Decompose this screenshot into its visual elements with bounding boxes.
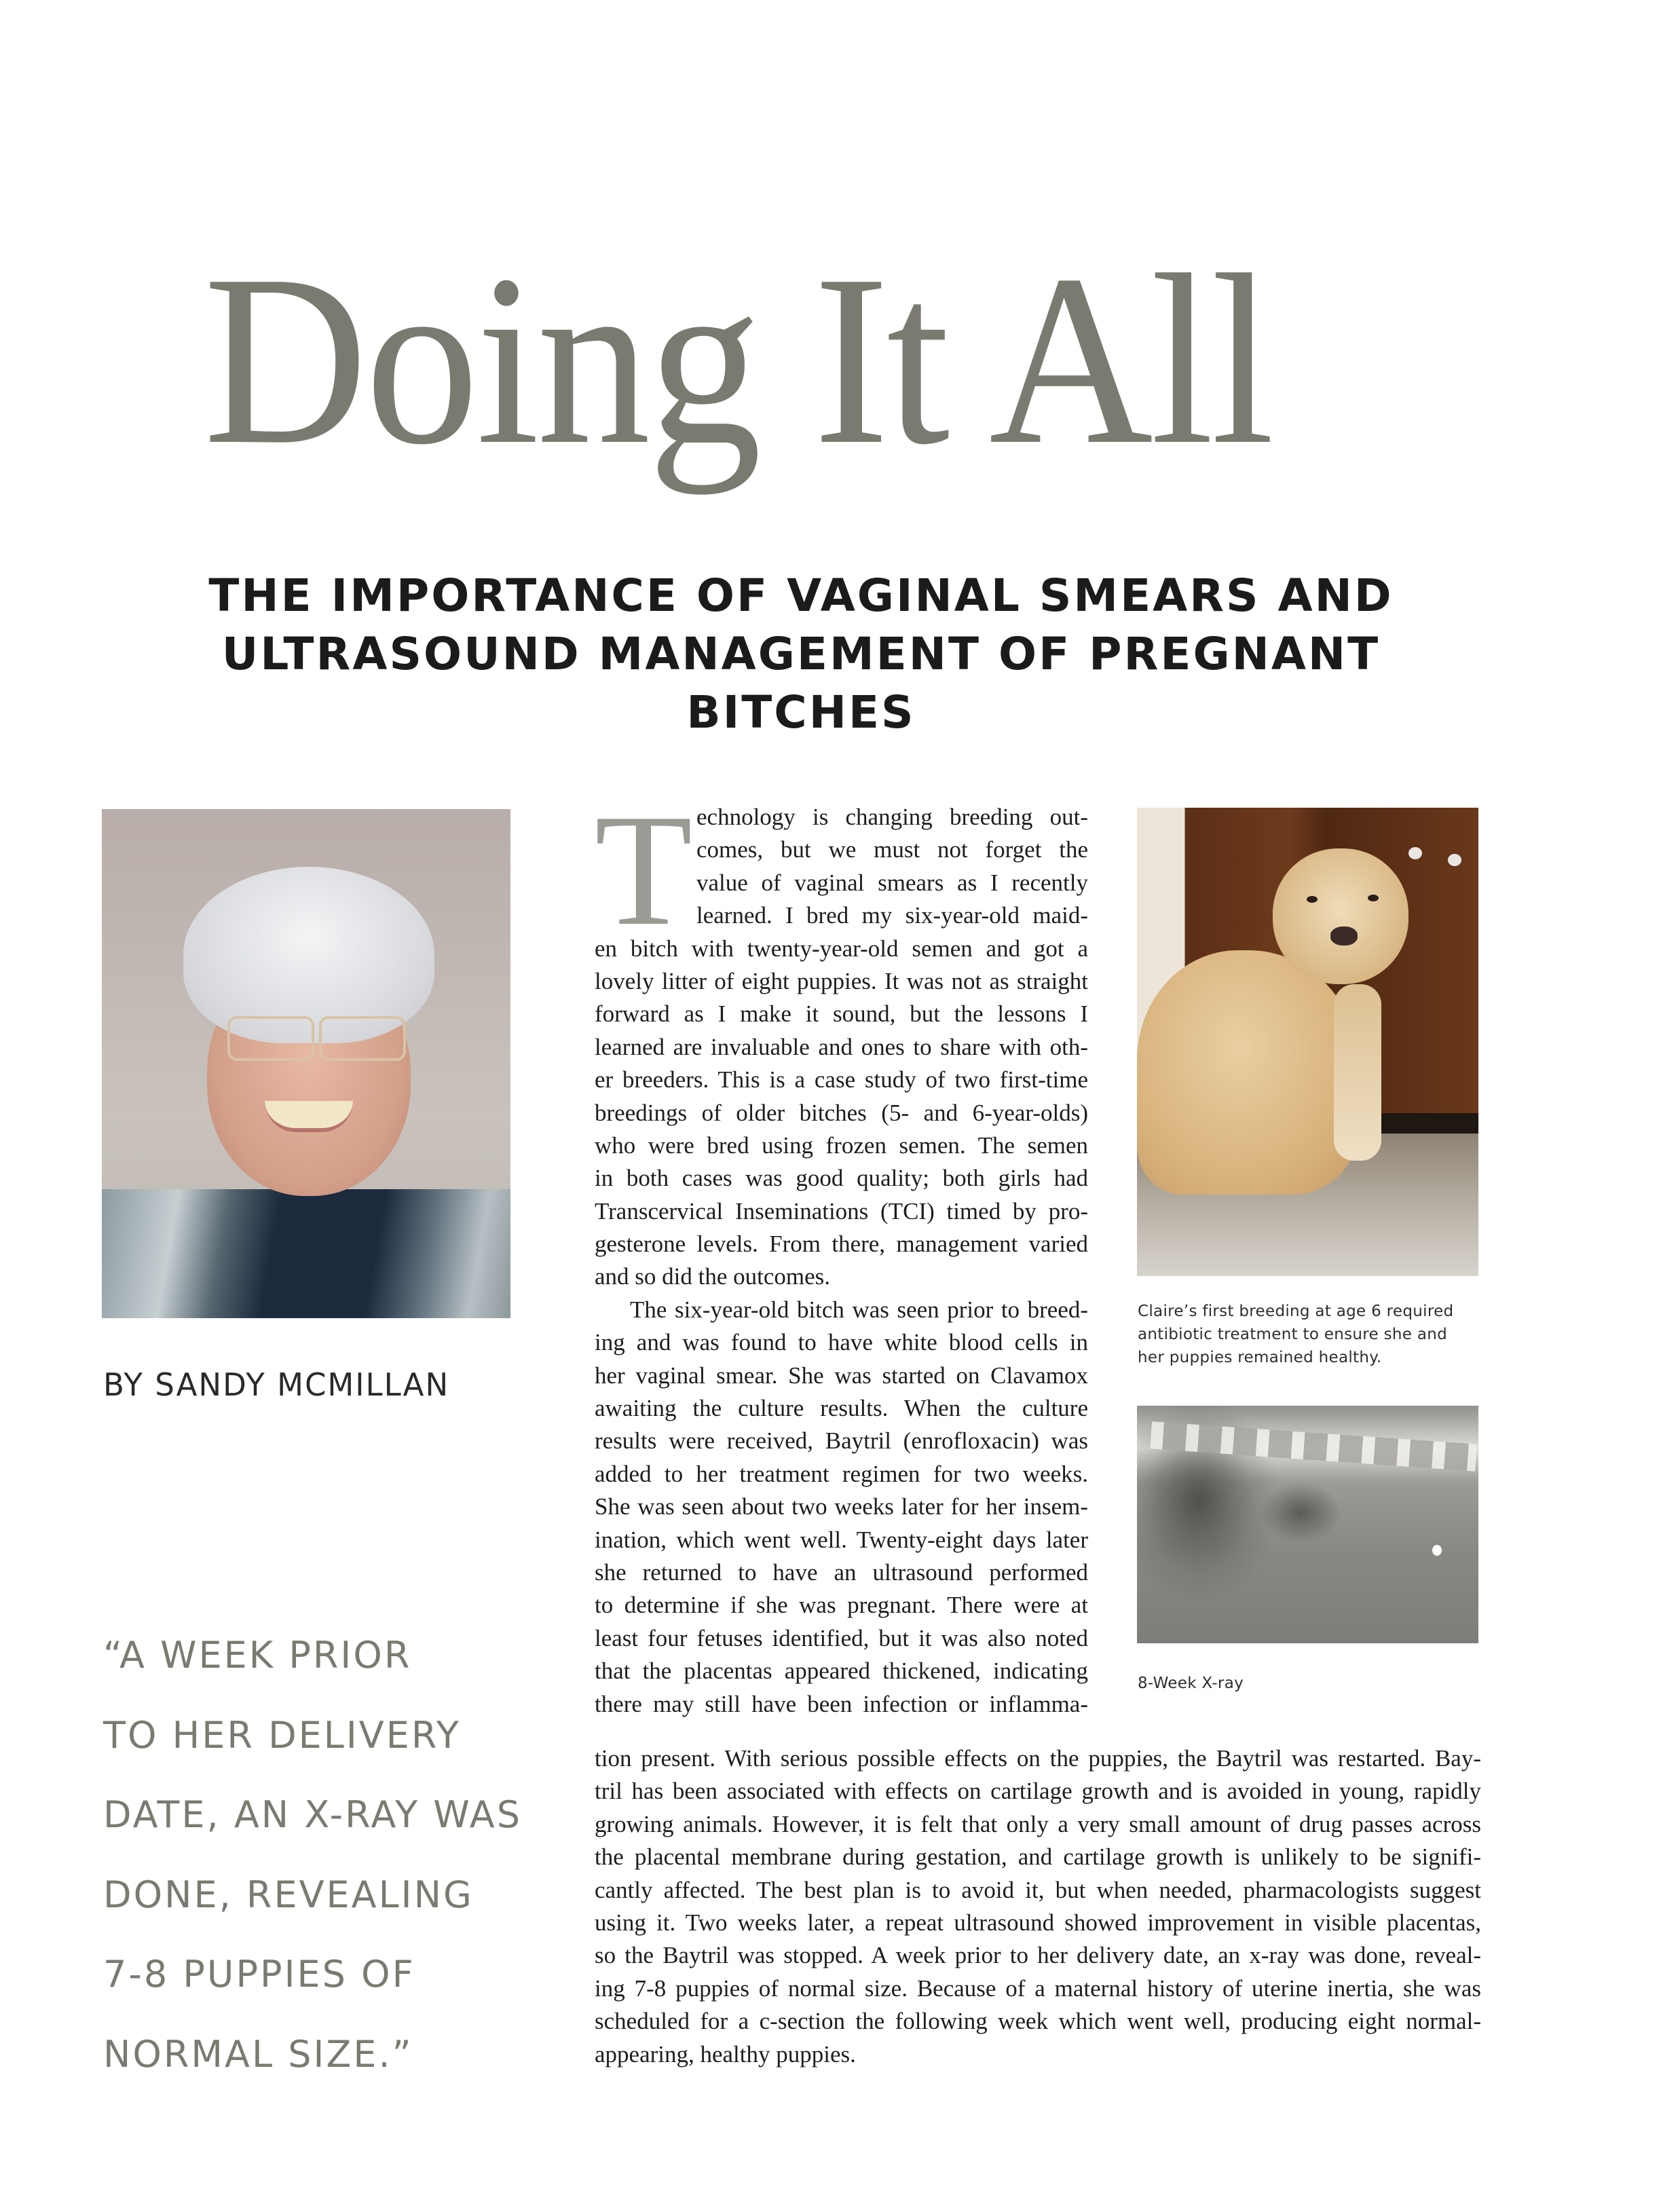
- body-line: least four fetuses identified, but it was also noted: [595, 1624, 1088, 1651]
- body-line: that the placentas appeared thickened, indicating: [595, 1658, 1088, 1685]
- body-line: scheduled for a c-section the following week which went well, producing eight normal-: [595, 2008, 1481, 2035]
- pull-quote-line: TO HER DELIVERY: [103, 1713, 461, 1757]
- body-line: added to her treatment regimen for two weeks.: [595, 1460, 1088, 1487]
- body-line: growing animals. However, it is felt that only a very small amount of drug passes across: [595, 1810, 1481, 1837]
- subtitle-line-2: ULTRASOUND MANAGEMENT OF PREGNANT BITCHES: [221, 628, 1381, 738]
- xray-photo-marker: [1432, 1545, 1442, 1556]
- body-line: forward as I make it sound, but the lessons I: [595, 1000, 1088, 1028]
- caption-line: her puppies remained healthy.: [1138, 1349, 1382, 1366]
- author-photo-glasses-right: [319, 1016, 406, 1061]
- body-line: to determine if she was pregnant. There were at: [595, 1592, 1088, 1619]
- dog-photo-eye: [1368, 895, 1379, 901]
- body-line: awaiting the culture results. When the culture: [595, 1395, 1088, 1422]
- body-line: the placental membrane during gestation, and cartilage growth is unlikely to be signifi-: [595, 1844, 1481, 1871]
- dog-photo-leg: [1334, 984, 1381, 1161]
- dog-photo-head: [1273, 848, 1408, 984]
- body-line: and so did the outcomes.: [595, 1263, 831, 1290]
- article-subtitle: [122, 567, 1480, 742]
- body-line: er breeders. This is a case study of two first-time: [595, 1066, 1088, 1093]
- byline: BY SANDY MCMILLAN: [103, 1366, 450, 1403]
- body-line: she returned to have an ultrasound performed: [595, 1558, 1088, 1586]
- body-full-width: [595, 1742, 1481, 2071]
- dog-photo-cabinet-knob: [1408, 847, 1422, 859]
- body-line: ing and was found to have white blood cells in: [595, 1329, 1088, 1356]
- body-line: results were received, Baytril (enrofloxacin) was: [595, 1427, 1088, 1455]
- dog-photo-caption: [1138, 1300, 1484, 1369]
- body-line: echnology is changing breeding out-: [696, 804, 1088, 830]
- author-photo-jacket: [102, 1189, 510, 1318]
- author-photo-glasses-left: [227, 1016, 314, 1061]
- dog-photo-body: [1137, 950, 1361, 1195]
- body-line: Transcervical Inseminations (TCI) timed by pro-: [595, 1197, 1088, 1224]
- dog-photo-cabinet-knob: [1448, 854, 1461, 866]
- xray-photo-spine: [1150, 1421, 1477, 1471]
- body-line: there may still have been infection or inflamma-: [595, 1690, 1088, 1717]
- body-line: who were bred using frozen semen. The semen: [595, 1131, 1088, 1159]
- body-line: learned. I bred my six-year-old maid-: [696, 902, 1088, 929]
- pull-quote-line: 7-8 PUPPIES OF: [103, 1953, 415, 1996]
- article-title: Doing It All: [204, 224, 1272, 495]
- body-line: lovely litter of eight puppies. It was not as straight: [595, 967, 1088, 994]
- body-line: breedings of older bitches (5- and 6-year-olds): [595, 1099, 1088, 1126]
- caption-line: Claire’s first breeding at age 6 required: [1138, 1303, 1454, 1320]
- pull-quote-line: DONE, REVEALING: [103, 1873, 474, 1916]
- caption-line: antibiotic treatment to ensure she and: [1138, 1326, 1447, 1343]
- author-photo: [102, 809, 510, 1318]
- dog-photo-nose: [1330, 927, 1358, 946]
- body-line: learned are invaluable and ones to share with oth-: [595, 1033, 1088, 1060]
- pull-quote: [103, 1615, 565, 2095]
- body-line: en bitch with twenty-year-old semen and got a: [595, 935, 1088, 962]
- body-line: She was seen about two weeks later for her insem-: [595, 1493, 1088, 1520]
- body-line: ination, which went well. Twenty-eight days later: [595, 1526, 1088, 1553]
- dog-photo-eye: [1307, 896, 1318, 903]
- body-line: her vaginal smear. She was started on Clavamox: [595, 1362, 1088, 1389]
- pull-quote-line: DATE, AN X-RAY WAS: [103, 1793, 522, 1837]
- subtitle-line-1: THE IMPORTANCE OF VAGINAL SMEARS AND: [208, 569, 1394, 622]
- body-column: [595, 782, 1088, 1721]
- pull-quote-line: NORMAL SIZE.”: [103, 2032, 413, 2076]
- body-line: tril has been associated with effects on cartilage growth and is avoided in young, rapidly: [595, 1778, 1481, 1805]
- body-line: The six-year-old bitch was seen prior to breed-: [630, 1296, 1088, 1323]
- body-line: comes, but we must not forget the: [696, 836, 1088, 863]
- xray-photo-caption: 8-Week X-ray: [1138, 1675, 1244, 1692]
- body-line: gesterone levels. From there, management varied: [595, 1231, 1088, 1258]
- body-line: so the Baytril was stopped. A week prior to her delivery date, an x-ray was done, reveal-: [595, 1942, 1481, 1969]
- body-line: ing 7-8 puppies of normal size. Because of a maternal history of uterine inertia, she was: [595, 1975, 1481, 2002]
- body-line: value of vaginal smears as I recently: [696, 869, 1088, 896]
- body-line: in both cases was good quality; both girls had: [595, 1165, 1088, 1192]
- body-line: tion present. With serious possible effects on the puppies, the Baytril was restarted. Bay-: [595, 1745, 1481, 1772]
- body-line: appearing, healthy puppies.: [595, 2040, 856, 2068]
- dog-photo: [1137, 808, 1478, 1276]
- body-line: using it. Two weeks later, a repeat ultrasound showed improvement in visible placentas,: [595, 1909, 1481, 1936]
- xray-photo: [1137, 1406, 1478, 1643]
- pull-quote-line: “A WEEK PRIOR: [103, 1634, 412, 1677]
- body-line: cantly affected. The best plan is to avoid it, but when needed, pharmacologists suggest: [595, 1876, 1481, 1903]
- drop-cap: T: [595, 782, 693, 959]
